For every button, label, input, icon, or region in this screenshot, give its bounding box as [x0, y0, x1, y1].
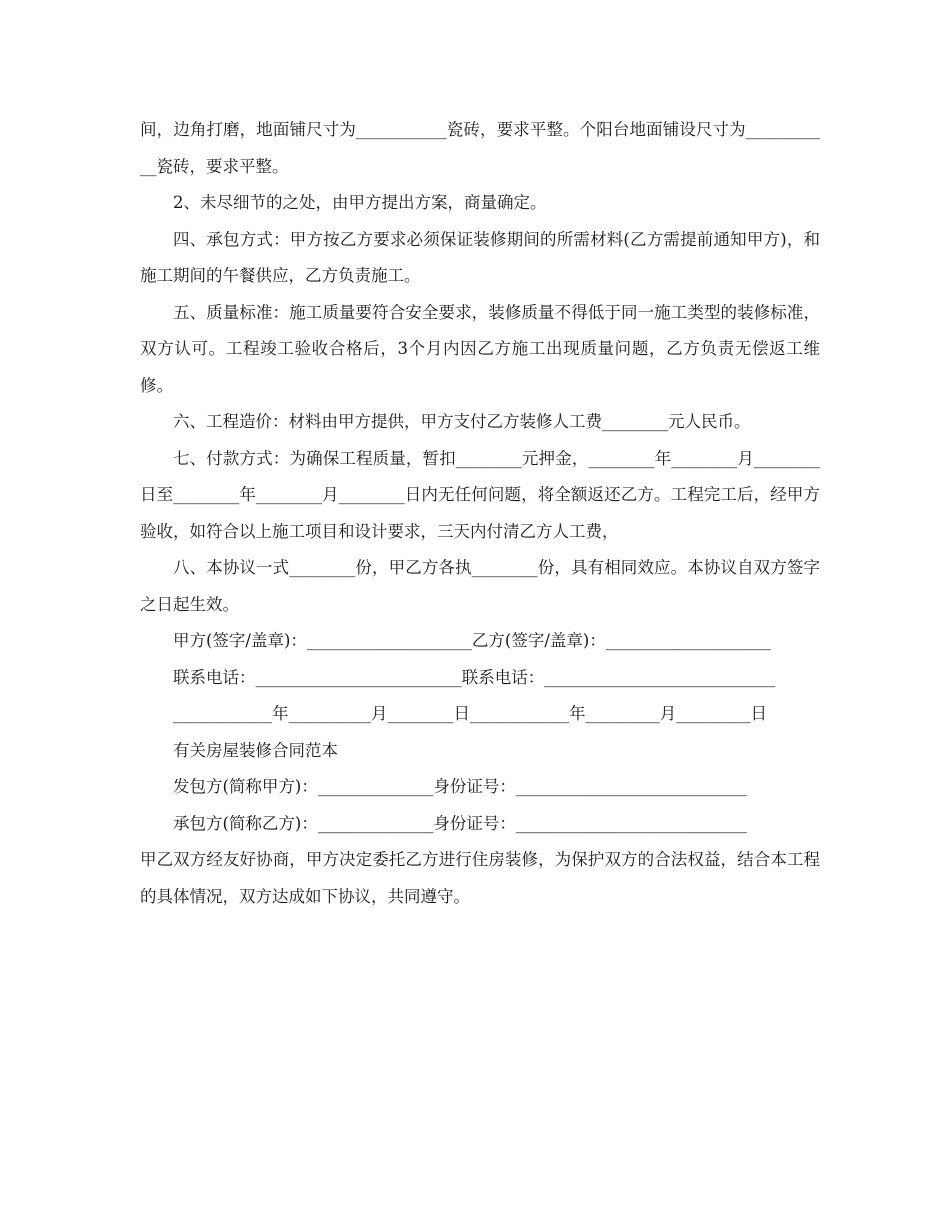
- date-line: ____________年__________月________日____________年_________月_________日: [173, 704, 767, 723]
- party-a-line: 发包方(简称甲方)：______________身份证号：____________________________: [173, 777, 747, 796]
- paragraph-preamble: 甲乙双方经友好协商，甲方决定委托乙方进行住房装修，为保护双方的合法权益，结合本工程的具体情况，双方达成如下协议，共同遵守。: [140, 850, 820, 906]
- phone-line: 联系电话：_________________________联系电话：____________________________: [173, 667, 776, 687]
- paragraph-clause-8: 八、本协议一式________份，甲乙方各执________份，具有相同效应。本协议自双方签字之日起生效。: [140, 558, 820, 614]
- section-title: 有关房屋装修合同范本: [173, 740, 338, 760]
- paragraph-clause-6: 六、工程造价：材料由甲方提供，甲方支付乙方装修人工费________元人民币。: [173, 412, 751, 431]
- paragraph-tile-spec: 间，边角打磨，地面铺尺寸为___________瓷砖，要求平整。个阳台地面铺设尺寸为___________瓷砖，要求平整。: [140, 120, 820, 176]
- paragraph-clause-4: 四、承包方式：甲方按乙方要求必须保证装修期间的所需材料(乙方需提前通知甲方)，和施工期间的午餐供应，乙方负责施工。: [140, 229, 820, 285]
- paragraph-clause-7: 七、付款方式：为确保工程质量，暂扣________元押金，________年________月________日至________年________月________日内无任何问题，将全额返还乙方。工程完工后，经甲方验收，如符合以上施工项目和设计要求，三天内付清乙方人工费，: [140, 448, 820, 541]
- signature-line: 甲方(签字/盖章)：____________________乙方(签字/盖章)：____________________: [173, 631, 771, 650]
- contract-page: [140, 112, 820, 915]
- party-b-line: 承包方(简称乙方)：______________身份证号：____________________________: [173, 813, 747, 833]
- paragraph-clause-5: 五、质量标准：施工质量要符合安全要求，装修质量不得低于同一施工类型的装修标准，双方认可。工程竣工验收合格后，3个月内因乙方施工出现质量问题，乙方负责无偿返工维修。: [140, 302, 820, 395]
- paragraph-clause-2: 2、未尽细节的之处，由甲方提出方案，商量确定。: [173, 193, 547, 212]
